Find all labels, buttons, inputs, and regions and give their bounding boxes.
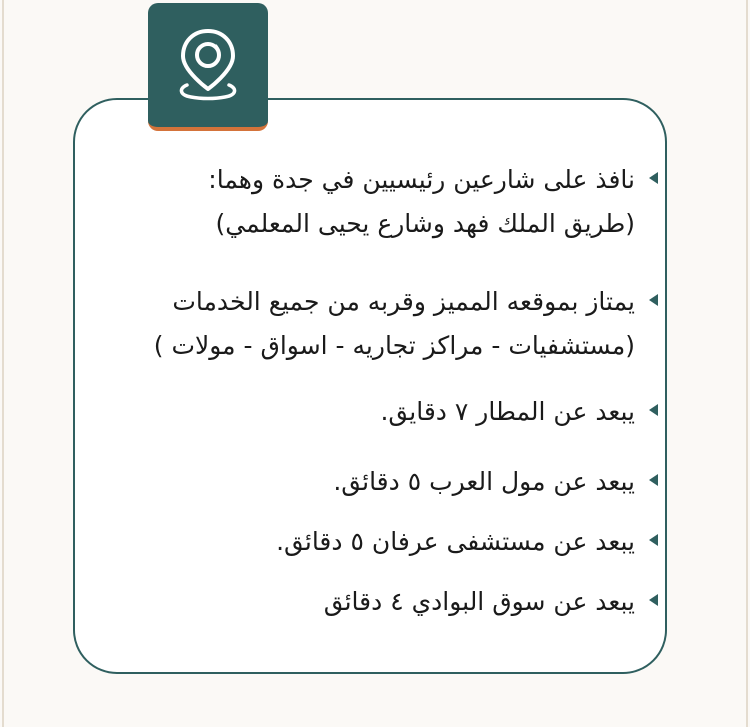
list-item-line: (طريق الملك فهد وشارع يحيى المعلمي) <box>215 209 635 238</box>
list-item <box>324 580 658 624</box>
page-edge-right <box>746 0 748 727</box>
list-item-line: (مستشفيات - مراكز تجاريه - اسواق - مولات ) <box>153 331 635 360</box>
list-item <box>276 520 658 564</box>
location-pin-icon <box>171 25 245 105</box>
bullet-icon <box>649 294 658 306</box>
location-badge <box>148 3 268 131</box>
list-item-line: يمتاز بموقعه المميز وقربه من جميع الخدمات <box>172 287 635 316</box>
list-item-line: يبعد عن سوق البوادي ٤ دقائق <box>323 587 635 616</box>
list-item <box>154 280 658 368</box>
list-item-text <box>333 460 635 504</box>
list-item <box>208 158 658 246</box>
list-item-line: نافذ على شارعين رئيسيين في جدة وهما: <box>208 165 635 194</box>
list-item <box>380 390 658 434</box>
list-item-text <box>208 158 635 246</box>
bullet-icon <box>649 474 658 486</box>
list-item <box>333 460 658 504</box>
list-item-text <box>324 580 635 624</box>
list-item-text <box>154 280 635 368</box>
list-item-line: يبعد عن مول العرب ٥ دقائق. <box>333 467 635 496</box>
list-item-text <box>276 520 635 564</box>
list-item-line: يبعد عن المطار ٧ دقايق. <box>380 397 635 426</box>
bullet-icon <box>649 594 658 606</box>
list-item-text <box>380 390 635 434</box>
bullet-icon <box>649 404 658 416</box>
list-item-line: يبعد عن مستشفى عرفان ٥ دقائق. <box>276 527 635 556</box>
bullet-icon <box>649 534 658 546</box>
page-edge-left <box>2 0 4 727</box>
bullet-icon <box>649 172 658 184</box>
